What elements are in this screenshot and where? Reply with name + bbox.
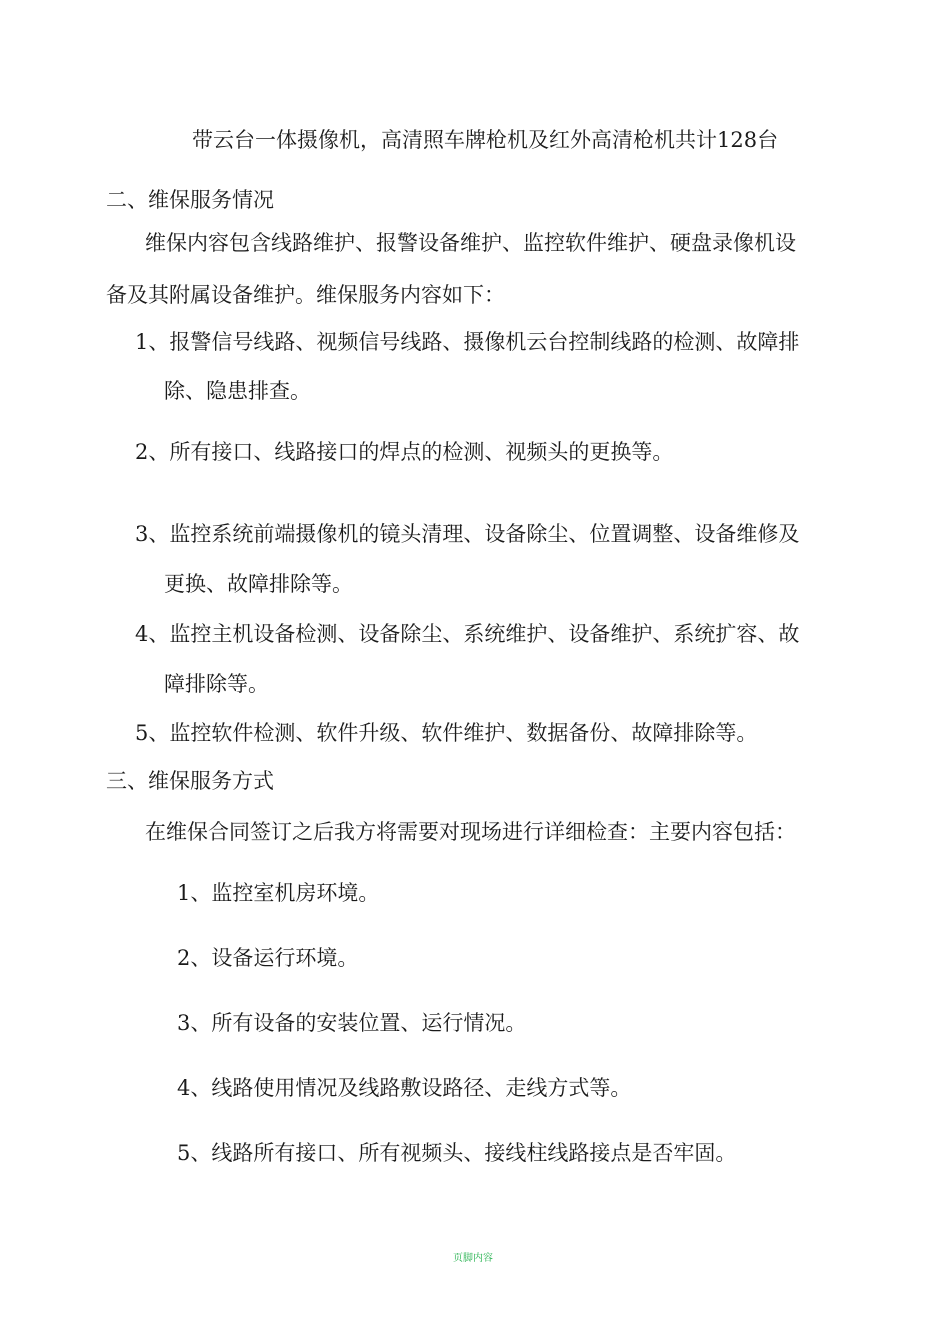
section3-item-4: 4、线路使用情况及线路敷设路径、走线方式等。 (177, 1076, 632, 1100)
section2-item-3-line-1: 3、监控系统前端摄像机的镜头清理、设备除尘、位置调整、设备维修及 (135, 522, 800, 546)
section2-item-4-line-1: 4、监控主机设备检测、设备除尘、系统维护、设备维护、系统扩容、故 (135, 622, 800, 646)
intro-line: 带云台一体摄像机，高清照车牌枪机及红外高清枪机共计128台 (192, 128, 779, 152)
section-heading-3: 三、维保服务方式 (106, 769, 274, 793)
section3-paragraph: 在维保合同签订之后我方将需要对现场进行详细检查：主要内容包括： (145, 820, 796, 844)
section3-item-5: 5、线路所有接口、所有视频头、接线柱线路接点是否牢固。 (177, 1141, 737, 1165)
section-heading-2: 二、维保服务情况 (106, 188, 274, 212)
section2-item-1-line-2: 除、隐患排查。 (164, 379, 311, 403)
section3-item-1: 1、监控室机房环境。 (177, 881, 380, 905)
section2-item-4-line-2: 障排除等。 (164, 672, 269, 696)
section2-paragraph-line-1: 维保内容包含线路维护、报警设备维护、监控软件维护、硬盘录像机设 (145, 231, 796, 255)
section3-item-3: 3、所有设备的安装位置、运行情况。 (177, 1011, 527, 1035)
section2-paragraph-line-2: 备及其附属设备维护。维保服务内容如下： (106, 283, 505, 307)
section3-item-2: 2、设备运行环境。 (177, 946, 359, 970)
section2-item-5-line-1: 5、监控软件检测、软件升级、软件维护、数据备份、故障排除等。 (135, 721, 758, 745)
page-footer: 页脚内容 (453, 1253, 493, 1264)
section2-item-1-line-1: 1、报警信号线路、视频信号线路、摄像机云台控制线路的检测、故障排 (135, 330, 800, 354)
section2-item-3-line-2: 更换、故障排除等。 (164, 572, 353, 596)
section2-item-2-line-1: 2、所有接口、线路接口的焊点的检测、视频头的更换等。 (135, 440, 674, 464)
